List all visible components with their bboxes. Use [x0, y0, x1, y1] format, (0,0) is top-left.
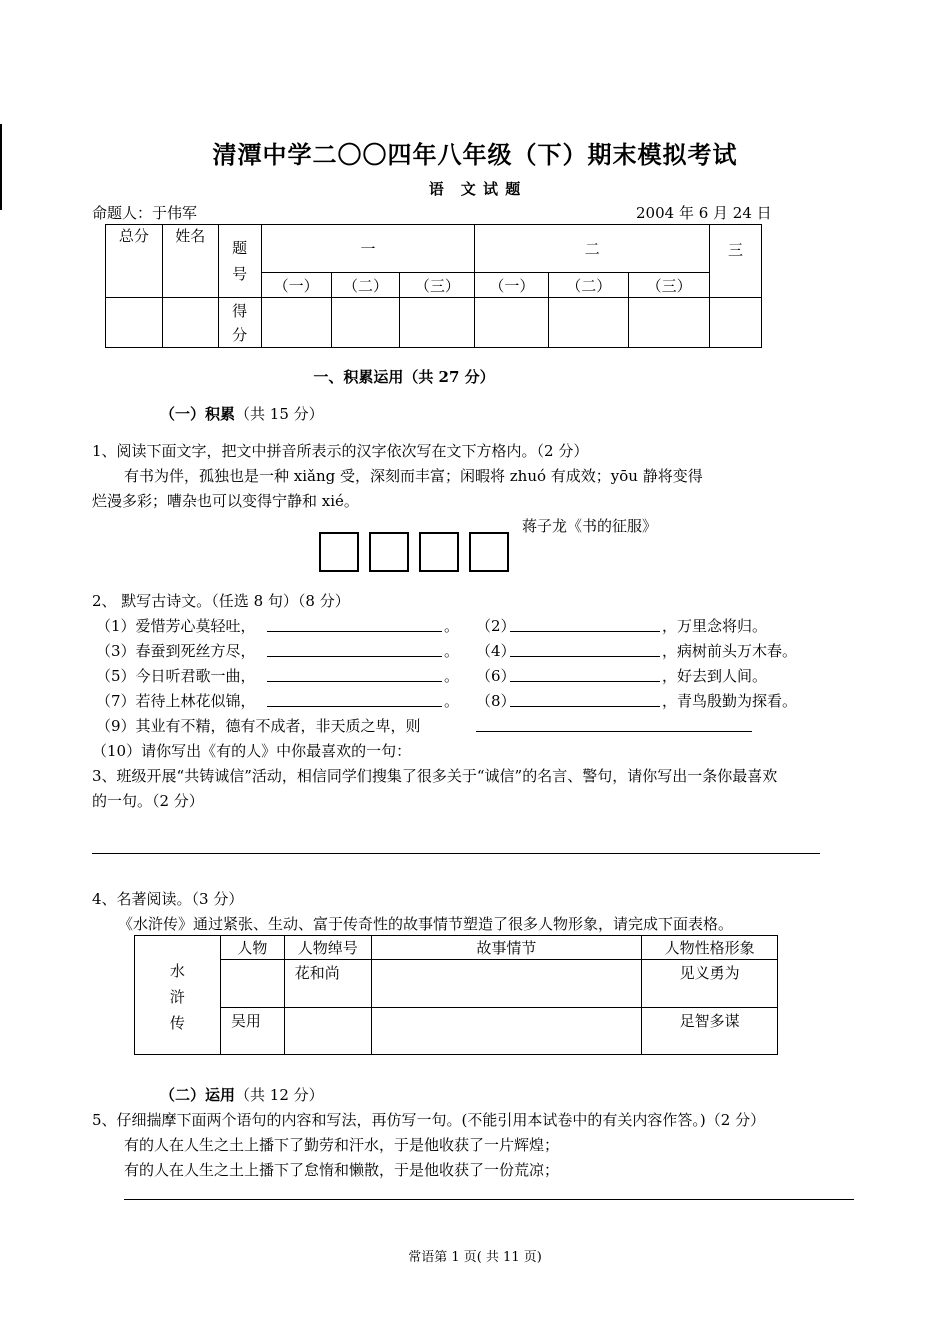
- poem-line-7: （7）若待上林花似锦，: [96, 692, 256, 710]
- table-cell[interactable]: [371, 1008, 642, 1055]
- sub2-heading: （二）运用（共 12 分）: [160, 1086, 324, 1104]
- poem-line-1: （1）爱惜芳心莫轻吐，: [96, 617, 256, 635]
- q2-prompt: 2、 默写古诗文。（任选 8 句）（8 分）: [92, 592, 350, 610]
- q4-intro: 《水浒传》通过紧张、生动、富于传奇性的故事情节塑造了很多人物形象，请完成下面表格。: [118, 915, 734, 933]
- exam-title: 清潭中学二〇〇四年八年级（下）期末模拟考试: [212, 140, 738, 169]
- col-header: 人物: [220, 936, 284, 960]
- sub-2-2: （二）: [549, 273, 629, 298]
- poem-line-8-end: ，青鸟殷勤为探看。: [662, 692, 798, 710]
- sub-1-1: （一）: [261, 273, 331, 298]
- group-3: 三: [710, 225, 762, 298]
- poem-line-5: （5）今日听君歌一曲，: [96, 667, 256, 685]
- answer-box-1[interactable]: [319, 532, 359, 572]
- question-no-label: 题 号: [218, 225, 261, 298]
- answer-line[interactable]: [510, 681, 660, 682]
- table-cell[interactable]: [284, 1008, 371, 1055]
- poem-line-2-end: ，万里念将归。: [662, 617, 768, 635]
- poem-line-2: （2）: [476, 617, 516, 635]
- author: 命题人：于伟军: [92, 204, 198, 222]
- score-cell[interactable]: [475, 298, 549, 348]
- exam-subtitle: 语 文 试 题: [428, 180, 522, 198]
- poem-line-9: （9）其业有不精，德有不成者，非天质之卑，则: [96, 717, 421, 735]
- answer-line[interactable]: [92, 853, 820, 854]
- total-header: 总分: [106, 225, 163, 298]
- q5-prompt: 5、仔细揣摩下面两个语句的内容和写法，再仿写一句。(不能引用本试卷中的有关内容作答。)（2 分）: [92, 1111, 766, 1129]
- sub-1-2: （二）: [331, 273, 400, 298]
- col-header: 人物性格形象: [642, 936, 778, 960]
- exam-date: 2004 年 6 月 24 日: [636, 204, 772, 222]
- answer-line[interactable]: [267, 631, 442, 632]
- period: 。: [444, 617, 460, 635]
- answer-line[interactable]: [267, 656, 442, 657]
- q5-sentence-2: 有的人在人生之土上播下了怠惰和懒散，于是他收获了一份荒凉；: [124, 1161, 560, 1179]
- name-cell[interactable]: [162, 298, 218, 348]
- poem-line-6: （6）: [476, 667, 516, 685]
- q1-passage-line2: 烂漫多彩；嘈杂也可以变得宁静和 xié。: [92, 492, 359, 510]
- name-header: 姓名: [162, 225, 218, 298]
- table-cell[interactable]: [220, 960, 284, 1008]
- poem-line-6-end: ，好去到人间。: [662, 667, 768, 685]
- table-cell: 足智多谋: [642, 1008, 778, 1055]
- score-cell[interactable]: [629, 298, 710, 348]
- q3-prompt-line1: 3、班级开展“共铸诚信”活动，相信同学们搜集了很多关于“诚信”的名言、警句，请你写出一条你最喜欢: [92, 767, 778, 785]
- answer-box-4[interactable]: [469, 532, 509, 572]
- poem-line-8: （8）: [476, 692, 516, 710]
- q5-sentence-1: 有的人在人生之土上播下了勤劳和汗水，于是他收获了一片辉煌；: [124, 1136, 560, 1154]
- q1-passage-line1: 有书为伴，孤独也是一种 xiǎng 受，深刻而丰富；闲暇将 zhuó 有成效；yōu 静将变得: [124, 467, 703, 485]
- score-cell[interactable]: [331, 298, 400, 348]
- score-table: [105, 224, 762, 348]
- page-footer: 常语第 1 页( 共 11 页): [408, 1250, 542, 1265]
- poem-line-4-end: ，病树前头万木春。: [662, 642, 798, 660]
- table-cell: 见义勇为: [642, 960, 778, 1008]
- sub1-heading: （一）积累（共 15 分）: [160, 405, 324, 423]
- answer-line[interactable]: [124, 1199, 854, 1200]
- poem-line-3: （3）春蚕到死丝方尽，: [96, 642, 256, 660]
- table-cell: 花和尚: [284, 960, 371, 1008]
- sub-2-3: （三）: [629, 273, 710, 298]
- score-cell[interactable]: [400, 298, 475, 348]
- sub-2-1: （一）: [475, 273, 549, 298]
- answer-line[interactable]: [267, 681, 442, 682]
- table-cell: 吴用: [220, 1008, 284, 1055]
- answer-line[interactable]: [510, 656, 660, 657]
- answer-line[interactable]: [510, 631, 660, 632]
- group-1: 一: [261, 225, 475, 273]
- answer-line[interactable]: [267, 706, 442, 707]
- total-score-cell[interactable]: [106, 298, 163, 348]
- group-2: 二: [475, 225, 710, 273]
- q1-prompt: 1、阅读下面文字，把文中拼音所表示的汉字依次写在文下方格内。（2 分）: [92, 442, 589, 460]
- shuihu-table: [134, 935, 778, 1055]
- score-label: 得 分: [218, 298, 261, 348]
- score-cell[interactable]: [261, 298, 331, 348]
- poem-line-4: （4）: [476, 642, 516, 660]
- table-cell[interactable]: [371, 960, 642, 1008]
- q1-source: 蒋子龙《书的征服》: [522, 517, 658, 535]
- part1-heading: 一、积累运用（共 27 分）: [313, 368, 495, 386]
- answer-line[interactable]: [476, 731, 752, 732]
- period: 。: [444, 692, 460, 710]
- book-title: 水 浒 传: [135, 936, 221, 1055]
- q4-prompt: 4、名著阅读。（3 分）: [92, 890, 244, 908]
- col-header: 故事情节: [371, 936, 642, 960]
- col-header: 人物绰号: [284, 936, 371, 960]
- answer-line[interactable]: [510, 706, 660, 707]
- period: 。: [444, 642, 460, 660]
- answer-box-3[interactable]: [419, 532, 459, 572]
- score-cell[interactable]: [549, 298, 629, 348]
- score-cell[interactable]: [710, 298, 762, 348]
- period: 。: [444, 667, 460, 685]
- answer-box-2[interactable]: [369, 532, 409, 572]
- q3-prompt-line2: 的一句。（2 分）: [92, 792, 204, 810]
- poem-line-10: （10）请你写出《有的人》中你最喜欢的一句：: [92, 742, 412, 760]
- sub-1-3: （三）: [400, 273, 475, 298]
